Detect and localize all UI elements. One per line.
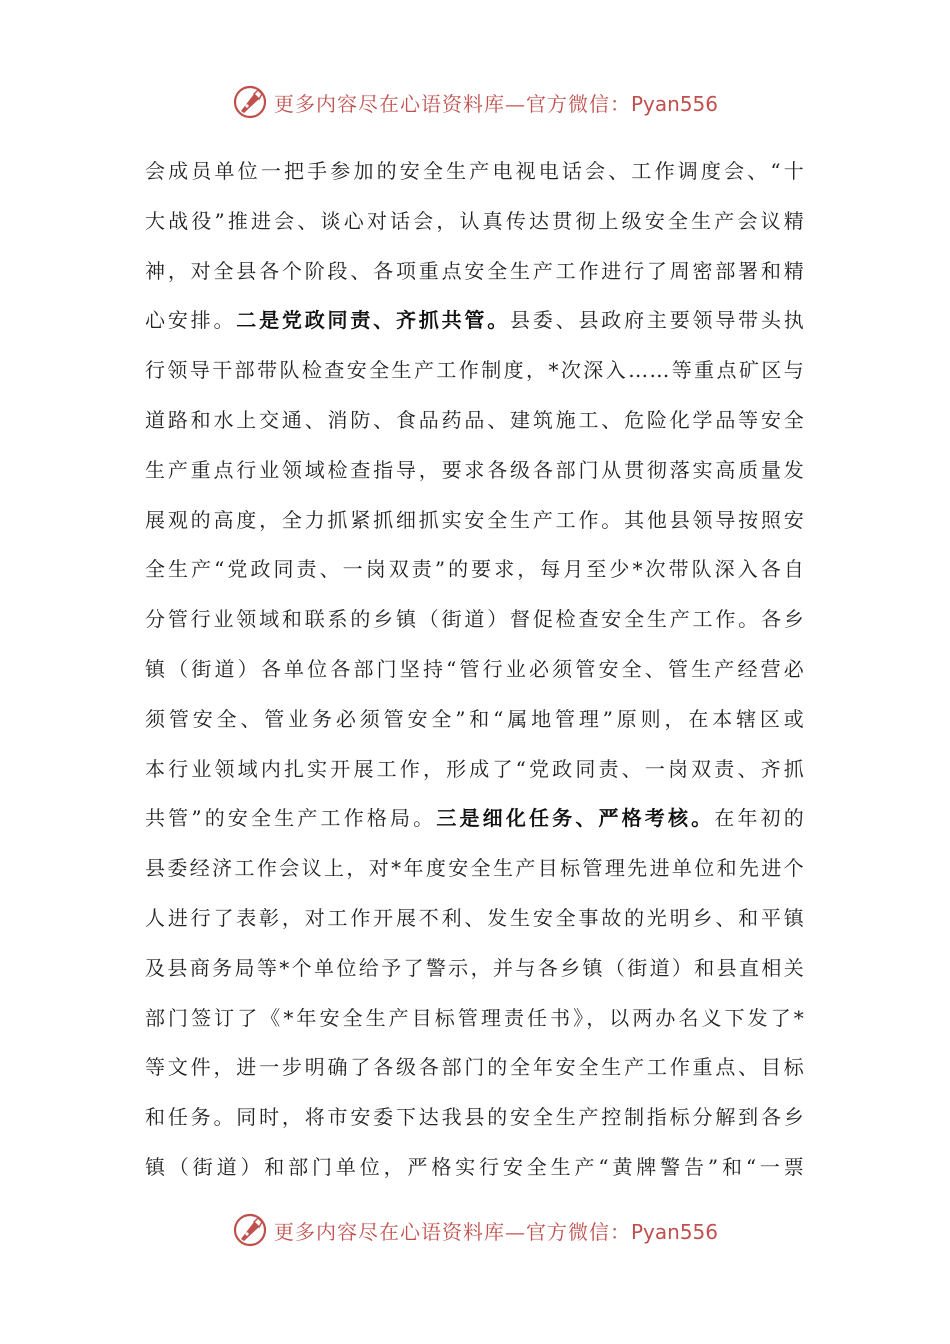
paragraph-line [145, 844, 805, 894]
paragraph-line [145, 496, 805, 546]
body-text: 分管行业领域和联系的乡镇（街道）督促检查安全生产工作。各乡 [145, 607, 805, 632]
body-text: 及县商务局等*个单位给予了警示，并与各乡镇（街道）和县直相关 [145, 955, 805, 980]
banner-text-cn: 更多内容尽在心语资料库—官方微信： [273, 1219, 631, 1244]
body-text: 神，对全县各个阶段、各项重点安全生产工作进行了周密部署和精 [145, 258, 805, 283]
bold-heading-text: 二是党政同责、齐抓共管。 [236, 308, 511, 333]
body-text: 须管安全、管业务必须管安全”和“属地管理”原则，在本辖区或 [145, 706, 805, 731]
banner-text-cn: 更多内容尽在心语资料库—官方微信： [273, 91, 631, 116]
body-text: 本行业领域内扎实开展工作，形成了“党政同责、一岗双责、齐抓 [145, 756, 805, 781]
paragraph-line [145, 894, 805, 944]
paragraph-line [145, 446, 805, 496]
body-text: 大战役”推进会、谈心对话会，认真传达贯彻上级安全生产会议精 [145, 208, 805, 233]
body-text: 行领导干部带队检查安全生产工作制度，*次深入……等重点矿区与 [145, 358, 805, 383]
paragraph-line [145, 247, 805, 297]
paragraph-line [145, 346, 805, 396]
body-text: 心安排。 [145, 308, 237, 333]
header-banner [0, 80, 950, 124]
body-text: 和任务。同时，将市安委下达我县的安全生产控制指标分解到各乡 [145, 1105, 805, 1130]
body-text: 镇（街道）和部门单位，严格实行安全生产“黄牌警告”和“一票 [145, 1154, 805, 1179]
body-text: 会成员单位一把手参加的安全生产电视电话会、工作调度会、“十 [145, 159, 805, 183]
paragraph-line [145, 745, 805, 795]
body-text: 道路和水上交通、消防、食品药品、建筑施工、危险化学品等安全 [145, 407, 805, 432]
paragraph-line [145, 1093, 805, 1143]
paragraph-line [145, 1143, 805, 1193]
body-text: 在年初的 [714, 806, 805, 831]
body-text: 镇（街道）各单位各部门坚持“管行业必须管安全、管生产经营必 [145, 656, 805, 681]
body-text: 共管”的安全生产工作格局。 [145, 806, 437, 831]
document-body [145, 147, 805, 1193]
body-text: 全生产“党政同责、一岗双责”的要求，每月至少*次带队深入各自 [145, 557, 805, 582]
paragraph-line [145, 695, 805, 745]
body-text: 生产重点行业领域检查指导，要求各级各部门从贯彻落实高质量发 [145, 457, 805, 482]
body-text: 等文件，进一步明确了各级各部门的全年安全生产工作重点、目标 [145, 1055, 805, 1080]
paragraph-line [145, 197, 805, 247]
body-text: 县委、县政府主要领导带头执 [510, 308, 805, 333]
paragraph-line [145, 396, 805, 446]
banner-text-wechat-id: Pyan556 [630, 1219, 718, 1244]
paragraph-line [145, 296, 805, 346]
banner-text [274, 88, 718, 117]
paragraph-line [145, 645, 805, 695]
body-text: 人进行了表彰，对工作开展不利、发生安全事故的光明乡、和平镇 [145, 905, 805, 930]
paragraph-line [145, 147, 805, 197]
body-text: 部门签订了《*年安全生产目标管理责任书》，以两办名义下发了* [145, 1005, 805, 1030]
pen-nib-circle-icon [232, 1212, 268, 1248]
bold-heading-text: 三是细化任务、严格考核。 [436, 806, 715, 831]
paragraph-line [145, 595, 805, 645]
footer-banner [0, 1208, 950, 1252]
body-text: 展观的高度，全力抓紧抓细抓实安全生产工作。其他县领导按照安 [145, 507, 805, 532]
paragraph-line [145, 944, 805, 994]
paragraph-line [145, 1043, 805, 1093]
body-text: 县委经济工作会议上，对*年度安全生产目标管理先进单位和先进个 [145, 856, 805, 881]
banner-text [274, 1216, 718, 1245]
paragraph-line [145, 794, 805, 844]
banner-text-wechat-id: Pyan556 [630, 91, 718, 116]
pen-nib-circle-icon [232, 84, 268, 120]
paragraph-line [145, 994, 805, 1044]
paragraph-line [145, 545, 805, 595]
